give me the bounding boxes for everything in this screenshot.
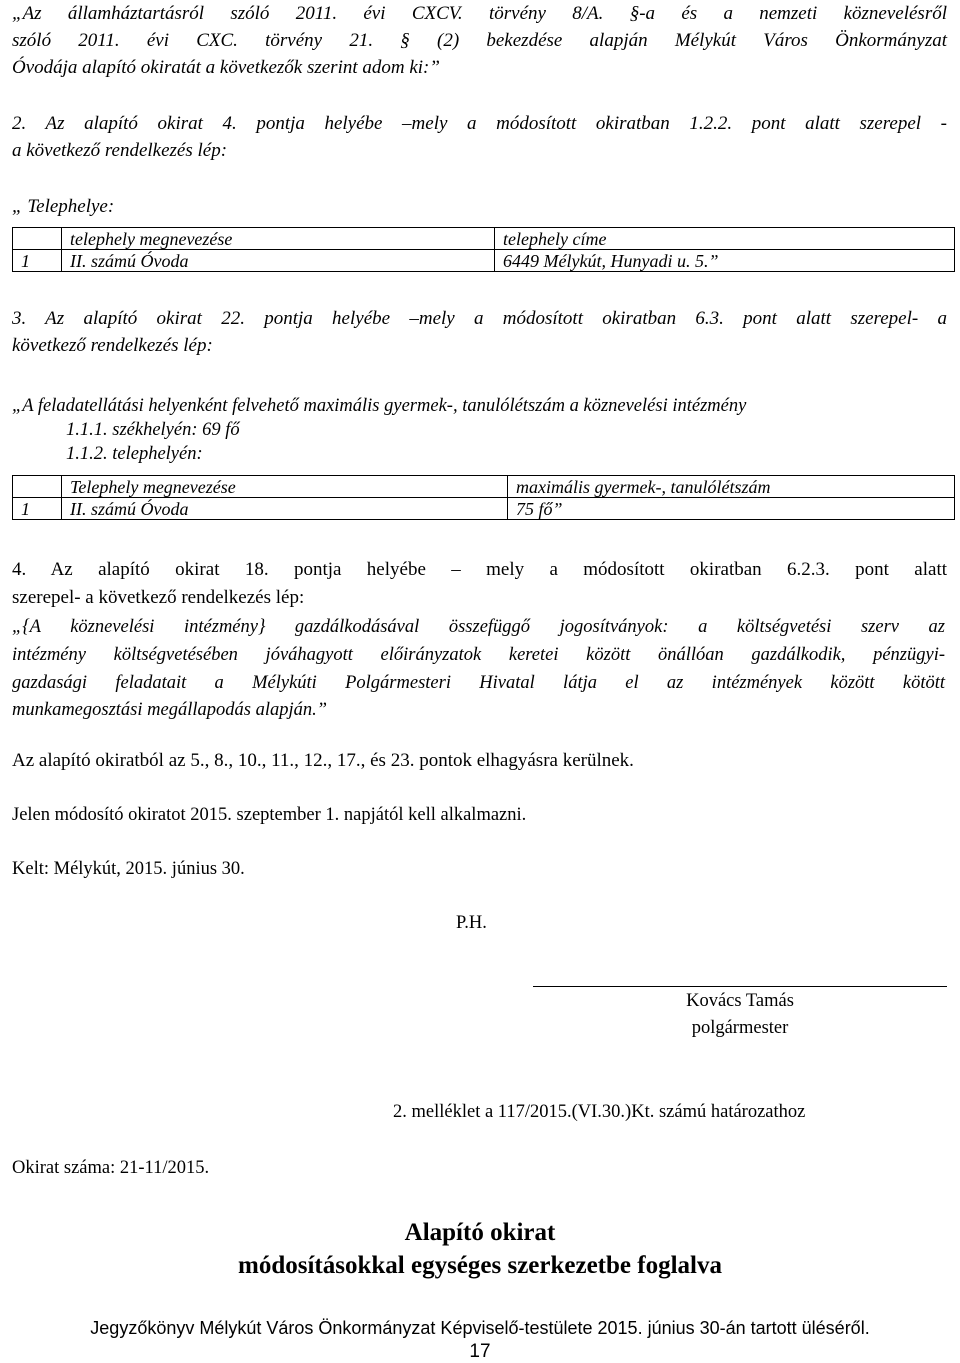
annex-reference: 2. melléklet a 117/2015.(VI.30.)Kt. számú határozathoz	[393, 1102, 806, 1122]
document-title: Alapító okirat	[404, 1219, 556, 1246]
document-number: Okirat száma: 21-11/2015.	[12, 1158, 210, 1178]
section4-line-1: 4. Az alapító okirat 18. pontja helyébe – mely a módosított okiratban 6.2.3. pont alatt	[12, 559, 947, 580]
section4-line-2: szerepel- a következő rendelkezés lép:	[12, 587, 305, 608]
capacity-seat: 1.1.1. székhelyén: 69 fő	[66, 420, 240, 440]
signatory-role: polgármester	[691, 1018, 789, 1038]
table-header-cell: Telephely megnevezése	[62, 476, 508, 498]
page-footer: Jegyzőkönyv Mélykút Város Önkormányzat Képviselő-testülete 2015. június 30-án tartott üléséről.	[90, 1318, 870, 1338]
section4-quote-4: munkamegosztási megállapodás alapján.”	[12, 700, 328, 720]
table-row	[13, 498, 955, 520]
table-cell: 1	[13, 250, 62, 272]
section4-quote-2: intézmény költségvetésében jóváhagyott előirányzatok keretei között önállóan gazdálkodik, pénzügyi-	[12, 645, 945, 665]
table-header-cell	[13, 228, 62, 250]
table-header-cell: telephely megnevezése	[62, 228, 495, 250]
capacity-quote-line: „A feladatellátási helyenként felvehető maximális gyermek-, tanulólétszám a köznevelési intézmény	[12, 396, 747, 416]
effective-date: Jelen módosító okiratot 2015. szeptember 1. napjától kell alkalmazni.	[12, 805, 527, 825]
dated-place: Kelt: Mélykút, 2015. június 30.	[12, 859, 245, 879]
table-cell: 1	[13, 498, 62, 520]
table-cell: 6449 Mélykút, Hunyadi u. 5.”	[495, 250, 955, 272]
signature-line	[533, 986, 947, 987]
section2-line-1: 2. Az alapító okirat 4. pontja helyébe –mely a módosított okiratban 1.2.2. pont alatt szerepel -	[12, 113, 947, 134]
table-header-cell: maximális gyermek-, tanulólétszám	[508, 476, 955, 498]
page-number: 17	[469, 1341, 491, 1362]
table-cell: 75 fő”	[508, 498, 955, 520]
table-header-cell	[13, 476, 62, 498]
omitted-points: Az alapító okiratból az 5., 8., 10., 11., 12., 17., és 23. pontok elhagyásra kerülnek.	[12, 750, 634, 771]
intro-line-3: Óvodája alapító okiratát a következők szerint adom ki:”	[12, 57, 440, 78]
section3-line-2: következő rendelkezés lép:	[12, 335, 213, 356]
section4-quote-1: „{A köznevelési intézmény} gazdálkodásával összefüggő jogosítványok: a költségvetési szerv az	[12, 617, 945, 637]
table-row	[13, 250, 955, 272]
telephely-table	[12, 227, 955, 272]
signatory-name: Kovács Tamás	[686, 991, 794, 1011]
capacity-site-heading: 1.1.2. telephelyén:	[66, 444, 203, 464]
telephely-heading: „ Telephelye:	[12, 196, 115, 217]
section2-line-2: a következő rendelkezés lép:	[12, 140, 228, 161]
document-subtitle: módosításokkal egységes szerkezetbe foglalva	[238, 1252, 722, 1279]
table-header-cell: telephely címe	[495, 228, 955, 250]
table-header-row	[13, 476, 955, 498]
section4-quote-3: gazdasági feladatait a Mélykúti Polgármesteri Hivatal látja el az intézmények között kötött	[12, 673, 945, 693]
table-cell: II. számú Óvoda	[62, 498, 508, 520]
intro-line-2: szóló 2011. évi CXC. törvény 21. § (2) bekezdése alapján Mélykút Város Önkormányzat	[12, 30, 947, 51]
table-header-row	[13, 228, 955, 250]
table-cell: II. számú Óvoda	[62, 250, 495, 272]
capacity-table	[12, 475, 955, 520]
intro-line-1: „Az államháztartásról szóló 2011. évi CXCV. törvény 8/A. §-a és a nemzeti köznevelésről	[12, 3, 947, 24]
section3-line-1: 3. Az alapító okirat 22. pontja helyébe –mely a módosított okiratban 6.3. pont alatt szerepel- a	[12, 308, 947, 329]
seal-placeholder: P.H.	[456, 913, 487, 933]
